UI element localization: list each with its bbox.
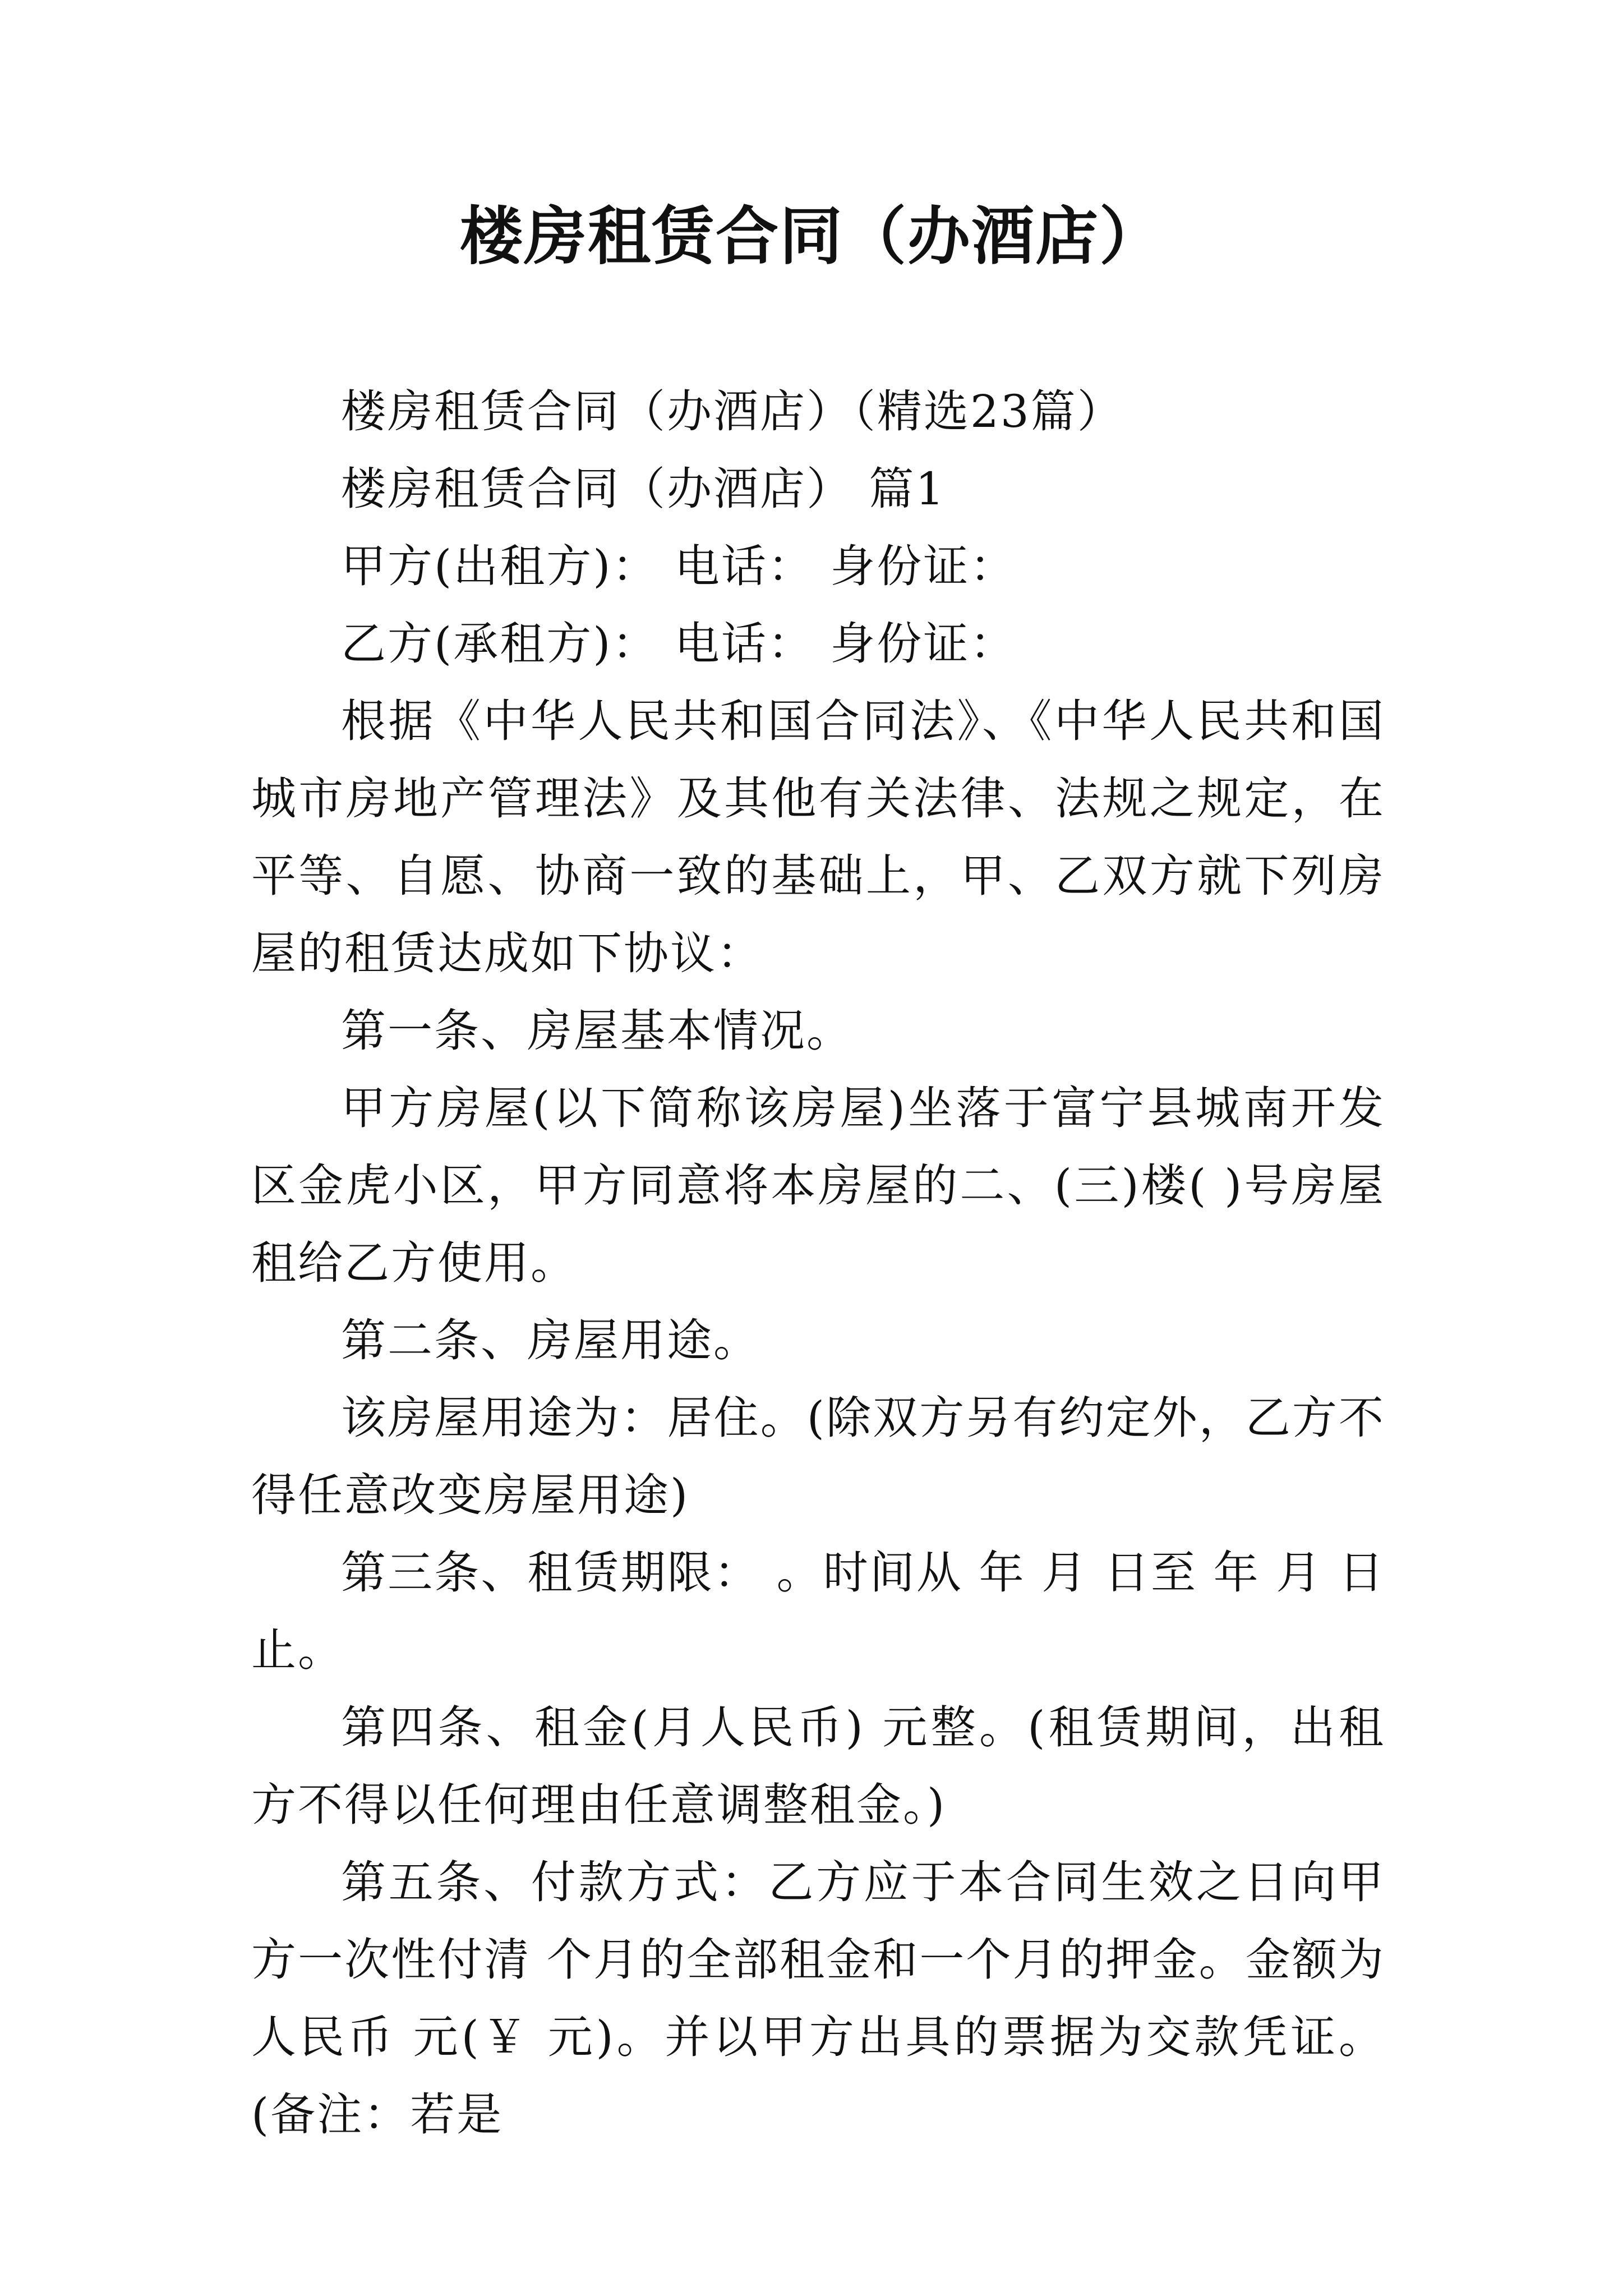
party-b-line: 乙方(承租方)： 电话： 身份证： bbox=[341, 618, 1017, 670]
preamble-paragraph: 根据《中华人民共和国合同法》、《中华人民共和国城市房地产管理法》及其他有关法律、法规之规定，在平等、自愿、协商一致的基础上，甲、乙双方就下列房屋的租赁达成如下协议： bbox=[251, 695, 1385, 979]
article-2-body: 该房屋用途为：居住。(除双方另有约定外，乙方不得任意改变房屋用途) bbox=[251, 1392, 1385, 1521]
article-5-paragraph: 第五条、付款方式：乙方应于本合同生效之日向甲方一次性付清 个月的全部租金和一个月的押金。金额为人民币 元(￥ 元)。并以甲方出具的票据为交款凭证。(备注：若是 bbox=[251, 1856, 1385, 2141]
article-1-body: 甲方房屋(以下简称该房屋)坐落于富宁县城南开发区金虎小区，甲方同意将本房屋的二、(三)楼( )号房屋租给乙方使用。 bbox=[251, 1082, 1385, 1289]
article-2-heading: 第二条、房屋用途。 bbox=[341, 1314, 760, 1366]
article-1-heading: 第一条、房屋基本情况。 bbox=[341, 1005, 853, 1057]
party-a-line: 甲方(出租方)： 电话： 身份证： bbox=[341, 540, 1017, 592]
article-4-paragraph: 第四条、租金(月人民币) 元整。(租赁期间，出租方不得以任何理由任意调整租金。) bbox=[251, 1701, 1385, 1831]
section-heading: 楼房租赁合同（办酒店） 篇1 bbox=[341, 463, 946, 515]
document-title: 楼房租赁合同（办酒店） bbox=[460, 200, 1163, 273]
article-3-paragraph: 第三条、租赁期限： 。时间从 年 月 日至 年 月 日止。 bbox=[251, 1547, 1385, 1676]
document-body bbox=[251, 373, 1385, 2154]
subtitle-line: 楼房租赁合同（办酒店）（精选23篇） bbox=[341, 385, 1124, 438]
